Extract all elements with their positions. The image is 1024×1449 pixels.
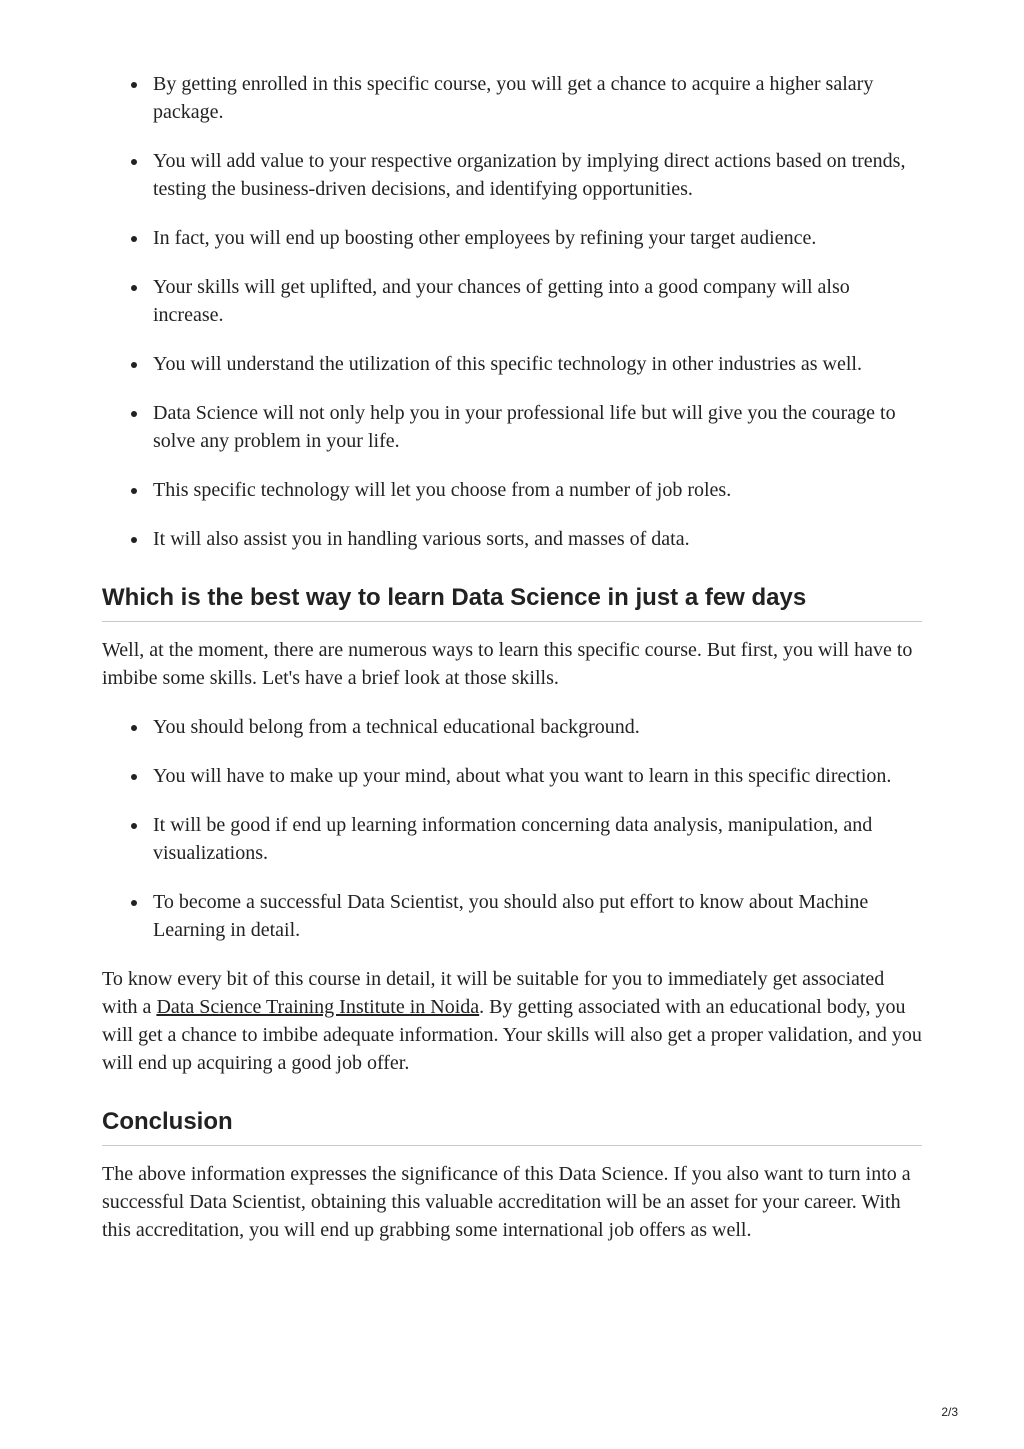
list-item: By getting enrolled in this specific course, you will get a chance to acquire a higher salary package. — [102, 70, 923, 126]
section-heading-conclusion: Conclusion — [102, 1107, 922, 1146]
document-page — [102, 70, 922, 1244]
list-item: It will be good if end up learning information concerning data analysis, manipulation, and visualizations. — [102, 811, 923, 867]
conclusion-paragraph: The above information expresses the significance of this Data Science. If you also want to turn into a successful Data Scientist, obtaining this valuable accreditation will be an asset for your career. With this accreditation, you will end up grabbing some international job offers as well. — [102, 1163, 911, 1241]
list-item: Data Science will not only help you in your professional life but will give you the courage to solve any problem in your life. — [102, 399, 923, 455]
section-heading-best-way: Which is the best way to learn Data Science in just a few days — [102, 583, 922, 622]
benefits-list — [102, 70, 922, 553]
page-number: 2/3 — [941, 1405, 958, 1419]
list-item: This specific technology will let you choose from a number of job roles. — [102, 476, 923, 504]
intro-paragraph: Well, at the moment, there are numerous ways to learn this specific course. But first, you will have to imbibe some skills. Let's have a brief look at those skills. — [102, 639, 913, 689]
training-institute-link[interactable]: Data Science Training Institute in Noida — [156, 996, 480, 1018]
list-item: You should belong from a technical educational background. — [102, 713, 923, 741]
list-item: You will understand the utilization of this specific technology in other industries as well. — [102, 350, 923, 378]
training-text-before: To know every bit of this course in detail, it will be suitable for you to immediately get associated with a — [102, 968, 885, 1018]
skills-list — [102, 713, 922, 944]
training-text-after: . By getting associated with an educational body, you will get a chance to imbibe adequate information. Your skills will also get a proper validation, and you will end up acquiring a good job offer. — [102, 996, 922, 1074]
training-paragraph — [102, 965, 922, 1077]
list-item: To become a successful Data Scientist, you should also put effort to know about Machine Learning in detail. — [102, 888, 923, 944]
list-item: It will also assist you in handling various sorts, and masses of data. — [102, 525, 923, 553]
list-item: You will have to make up your mind, about what you want to learn in this specific direction. — [102, 762, 923, 790]
list-item: In fact, you will end up boosting other employees by refining your target audience. — [102, 224, 923, 252]
list-item: You will add value to your respective organization by implying direct actions based on trends, testing the business-driven decisions, and identifying opportunities. — [102, 147, 923, 203]
list-item: Your skills will get uplifted, and your chances of getting into a good company will also increase. — [102, 273, 923, 329]
